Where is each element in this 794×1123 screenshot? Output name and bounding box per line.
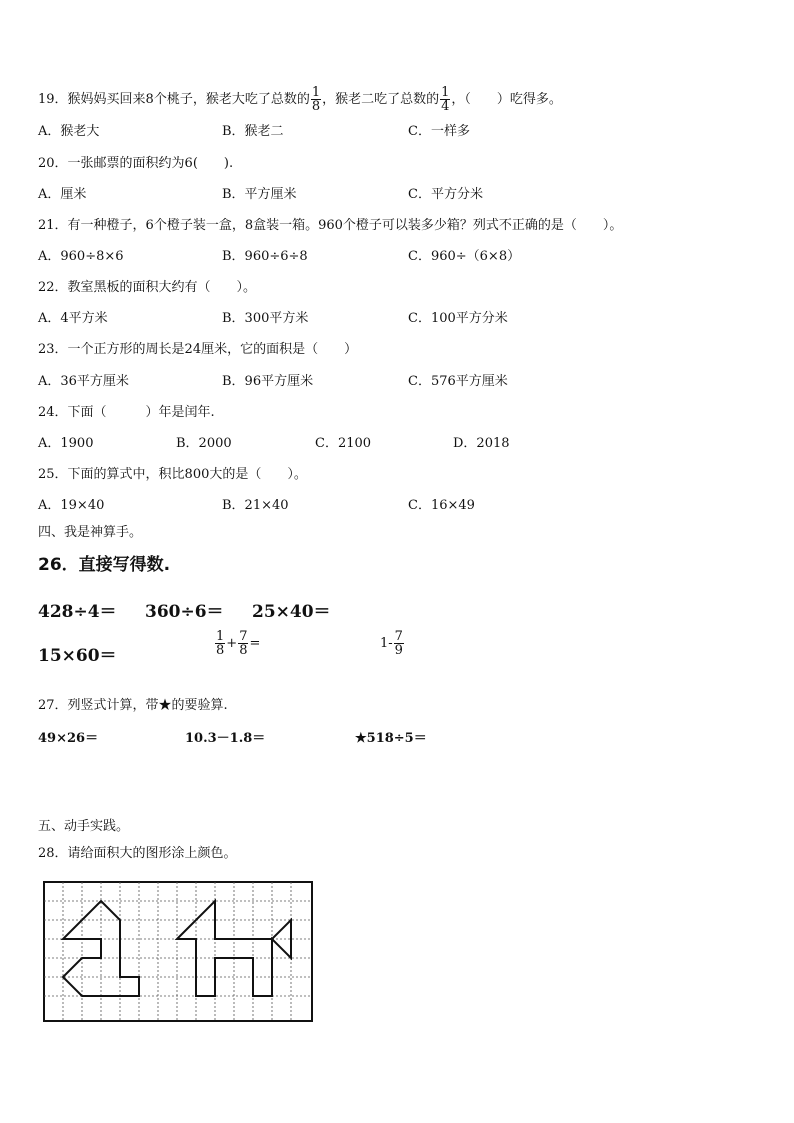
q25-option-a: A．19×40 bbox=[38, 498, 105, 513]
q26-fraction-c bbox=[394, 630, 404, 657]
q26-item-2: 360÷6＝ bbox=[145, 602, 224, 622]
frac-den: 8 bbox=[239, 643, 248, 658]
q19-option-c: C．一样多 bbox=[408, 124, 470, 139]
q20-stem: 20．一张邮票的面积约为6( ). bbox=[38, 156, 234, 171]
frac-den: 4 bbox=[441, 99, 450, 114]
q21-option-c: C．960÷（6×8） bbox=[408, 249, 521, 264]
q22-option-c: C．100平方分米 bbox=[408, 311, 508, 326]
q19-prefix: 19．猴妈妈买回来8个桃子，猴老大吃了总数的 bbox=[38, 92, 310, 107]
q19-option-b: B．猴老二 bbox=[222, 124, 284, 139]
q24-option-a: A．1900 bbox=[38, 436, 94, 451]
q21-stem: 21．有一种橙子，6个橙子装一盒，8盒装一箱。960个橙子可以装多少箱？列式不正确的是（ ）。 bbox=[38, 218, 623, 233]
q26-item-4: 15×60＝ bbox=[38, 646, 117, 666]
q25-option-c: C．16×49 bbox=[408, 498, 475, 513]
q26-fraction-b bbox=[238, 630, 248, 657]
q26-item-5 bbox=[214, 630, 260, 657]
q26-item-3: 25×40＝ bbox=[252, 602, 331, 622]
q20-option-c: C．平方分米 bbox=[408, 187, 483, 202]
equals-sign: = bbox=[249, 636, 261, 651]
q24-stem: 24．下面（ ）年是闰年. bbox=[38, 405, 215, 420]
q26-title: 26．直接写得数. bbox=[38, 555, 171, 575]
q19-stem bbox=[38, 86, 562, 113]
q27-stem: 27．列竖式计算，带★的要验算. bbox=[38, 698, 228, 713]
q25-option-b: B．21×40 bbox=[222, 498, 289, 513]
q28-stem: 28．请给面积大的图形涂上颜色。 bbox=[38, 846, 237, 861]
frac-num: 1 bbox=[216, 629, 225, 644]
q27-item-1: 49×26＝ bbox=[38, 731, 99, 746]
q21-option-b: B．960÷6÷8 bbox=[222, 249, 308, 264]
frac-num: 7 bbox=[394, 629, 403, 644]
q23-option-a: A．36平方厘米 bbox=[38, 374, 129, 389]
q19-mid: ，猴老二吃了总数的 bbox=[322, 92, 440, 107]
one-minus: 1- bbox=[380, 636, 393, 651]
q25-stem: 25．下面的算式中，积比800大的是（ ）。 bbox=[38, 467, 307, 482]
q24-option-c: C．2100 bbox=[315, 436, 372, 451]
q26-fraction-a bbox=[215, 630, 225, 657]
q27-item-2: 10.3－1.8＝ bbox=[185, 731, 266, 746]
q26-item-1: 428÷4＝ bbox=[38, 602, 117, 622]
q21-option-a: A．960÷8×6 bbox=[38, 249, 124, 264]
frac-den: 9 bbox=[394, 643, 403, 658]
frac-num: 7 bbox=[239, 629, 248, 644]
section-4-heading: 四、我是神算手。 bbox=[38, 525, 143, 540]
q22-option-b: B．300平方米 bbox=[222, 311, 309, 326]
q23-option-c: C．576平方厘米 bbox=[408, 374, 508, 389]
q23-stem: 23．一个正方形的周长是24厘米，它的面积是（ ） bbox=[38, 342, 358, 357]
frac-num: 1 bbox=[441, 85, 450, 100]
q20-option-a: A．厘米 bbox=[38, 187, 87, 202]
q19-fraction-1 bbox=[311, 86, 321, 113]
q28-grid-figure bbox=[43, 881, 315, 1023]
plus-sign: + bbox=[226, 636, 238, 651]
frac-den: 8 bbox=[311, 99, 321, 114]
q20-option-b: B．平方厘米 bbox=[222, 187, 297, 202]
q24-option-b: B．2000 bbox=[176, 436, 232, 451]
q26-item-6 bbox=[380, 630, 405, 657]
q19-option-a: A．猴老大 bbox=[38, 124, 100, 139]
frac-num: 1 bbox=[311, 85, 321, 100]
q19-fraction-2 bbox=[440, 86, 450, 113]
frac-den: 8 bbox=[216, 643, 225, 658]
section-5-heading: 五、动手实践。 bbox=[38, 819, 130, 834]
q23-option-b: B．96平方厘米 bbox=[222, 374, 314, 389]
q24-option-d: D．2018 bbox=[453, 436, 510, 451]
q22-stem: 22．教室黑板的面积大约有（ ）。 bbox=[38, 280, 257, 295]
q22-option-a: A．4平方米 bbox=[38, 311, 108, 326]
q27-item-3: ★518÷5＝ bbox=[355, 731, 427, 746]
q19-suffix: ，（ ）吃得多。 bbox=[451, 92, 562, 107]
